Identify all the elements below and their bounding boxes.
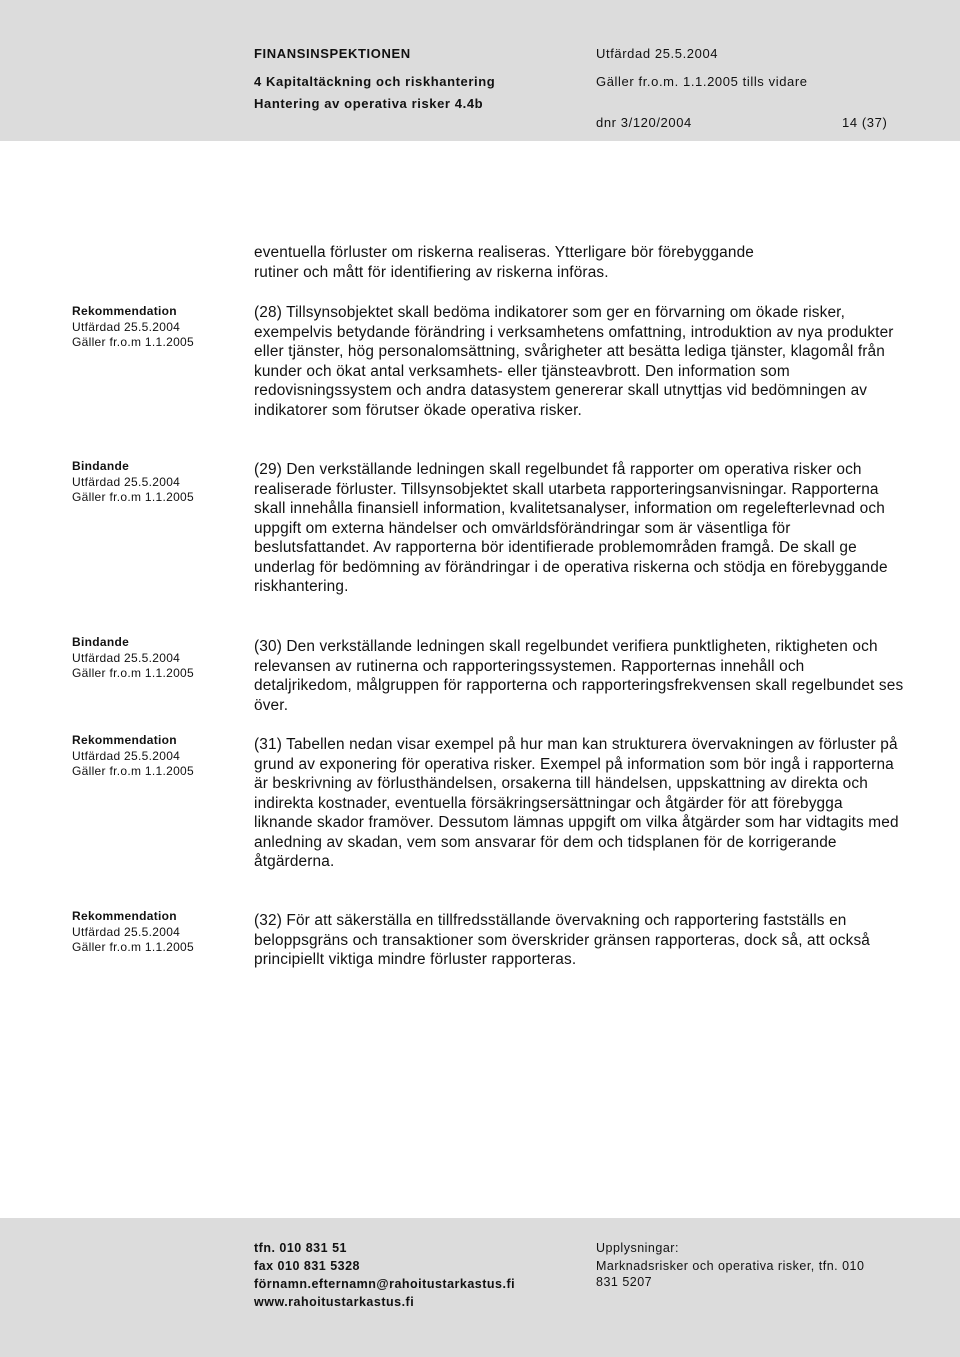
paragraph-32: (32) För att säkerställa en tillfredsställande övervakning och rapportering fastställs en beloppsgräns och transaktioner som överskrider gränsen rapporteras, dock så, att också principiellt viktiga mindre förluster rapporteras.	[254, 912, 871, 968]
footer-info-label: Upplysningar:	[596, 1241, 679, 1255]
margin-note	[72, 304, 242, 351]
margin-note	[72, 733, 242, 780]
page-footer	[0, 1218, 960, 1357]
header-issued: Utfärdad 25.5.2004	[596, 46, 719, 61]
footer-email: förnamn.efternamn@rahoitustarkastus.fi	[254, 1277, 516, 1291]
margin-note	[72, 909, 242, 956]
header-page-number: 14 (37)	[842, 115, 888, 130]
margin-note-type: Bindande	[72, 635, 130, 649]
page-header	[0, 0, 960, 141]
paragraph-30: (30) Den verkställande ledningen skall regelbundet verifiera punktligheten, riktigheten och relevansen av rutinerna och rapporteringssystemen. Rapporternas innehåll och detaljrikedom, målgruppen för rapporterna och rapporteringsfrekvensen skall regelbundet ses över.	[254, 638, 904, 714]
margin-note-valid: Gäller fr.o.m 1.1.2005	[72, 940, 194, 954]
margin-note-type: Rekommendation	[72, 733, 177, 747]
margin-note-issued: Utfärdad 25.5.2004	[72, 319, 181, 334]
footer-info-line: Marknadsrisker och operativa risker, tfn. 010	[596, 1259, 865, 1273]
intro-line: eventuella förluster om riskerna realiseras. Ytterligare bör förebyggande	[254, 244, 755, 261]
margin-note-valid: Gäller fr.o.m 1.1.2005	[72, 335, 194, 349]
margin-note-valid: Gäller fr.o.m 1.1.2005	[72, 490, 194, 504]
paragraph-31: (31) Tabellen nedan visar exempel på hur man kan strukturera övervakningen av förluster på grund av exponering för operativa risker. Exempel på information som bör ingå i rapporterna är beskrivning av förlusthändelsen, orsakerna till händelsen, uppskattning av direkta och indirekta kostnader, eventuella försäkringsersättningar och åtgärder för att förebygga liknande skador framöver. Dessutom lämnas uppgift om vilka åtgärder som har vidtagits med anledning av skadan, vem som ansvarar för dem och tidsplanen för de korrigerande åtgärderna.	[254, 736, 899, 870]
header-dnr: dnr 3/120/2004	[596, 115, 692, 130]
margin-note-type: Rekommendation	[72, 304, 177, 318]
margin-note-issued: Utfärdad 25.5.2004	[72, 924, 181, 939]
margin-note-issued: Utfärdad 25.5.2004	[72, 748, 181, 763]
header-org: FINANSINSPEKTIONEN	[254, 46, 411, 61]
margin-note-type: Rekommendation	[72, 909, 177, 923]
paragraph-29: (29) Den verkställande ledningen skall regelbundet få rapporter om operativa risker och realiserade förluster. Tillsynsobjektet skall utarbeta rapporteringsanvisningar. Rapporterna skall innehålla finansiell information, kvalitetsanalyser, information om regelefterlevnad och uppgift om externa händelser och omvärldsförändringar som är väsentliga för beslutsfattandet. Av rapporterna bör identifierade problemområden framgå. De skall ge underlag för bedömning av förändringar i de operativa riskerna och stödja en förebyggande riskhantering.	[254, 461, 888, 595]
paragraph-28: (28) Tillsynsobjektet skall bedöma indikatorer som ger en förvarning om ökade risker, exempelvis betydande förändring i verksamhetens omfattning, introduktion av nya produkter eller tjänster, hög personalomsättning, svårigheter att besätta lediga tjänster, klagomål från kunder och ökat antal verksamhets- eller tjänsteavbrott. Den information som redovisningssystem och andra datasystem genererar skall utnyttjas vid bedömningen av indikatorer som förutser ökade operativa risker.	[254, 304, 894, 419]
footer-fax: fax 010 831 5328	[254, 1259, 361, 1273]
margin-note	[72, 459, 242, 506]
margin-note-issued: Utfärdad 25.5.2004	[72, 474, 181, 489]
margin-note-valid: Gäller fr.o.m 1.1.2005	[72, 764, 194, 778]
footer-phone: tfn. 010 831 51	[254, 1241, 347, 1255]
header-chapter: 4 Kapitaltäckning och riskhantering	[254, 74, 496, 89]
margin-note-valid: Gäller fr.o.m 1.1.2005	[72, 666, 194, 680]
margin-note-issued: Utfärdad 25.5.2004	[72, 650, 181, 665]
footer-info-line: 831 5207	[596, 1275, 653, 1289]
margin-note	[72, 635, 242, 682]
header-valid: Gäller fr.o.m. 1.1.2005 tills vidare	[596, 74, 808, 89]
intro-continuation	[254, 243, 904, 282]
margin-note-type: Bindande	[72, 459, 130, 473]
footer-website: www.rahoitustarkastus.fi	[254, 1295, 415, 1309]
intro-line: rutiner och mått för identifiering av riskerna införas.	[254, 263, 609, 281]
header-section: Hantering av operativa risker 4.4b	[254, 96, 484, 111]
